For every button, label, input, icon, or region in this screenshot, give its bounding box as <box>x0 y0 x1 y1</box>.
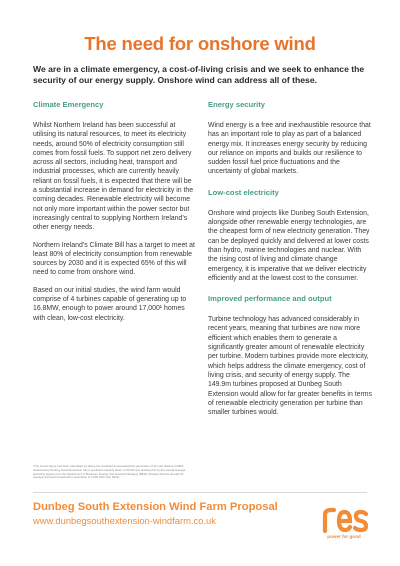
footnote: ¹The homes figure has been calculated by taking the predicted annual electricity generation of the site (based on RES assessment) Dunbeg South Extension has a predicted capacity factor of 30.5% and dividing this by the annual average electricity figures from the Department of Business, Energy and Industrial Strategy (BEIS) showing that the annual UK average domestic household consumption is 3,290 kWh (Jan 2024). <box>33 464 186 480</box>
footer-divider <box>33 492 367 493</box>
heading-performance: Improved performance and output <box>208 294 332 304</box>
paragraph-low-cost: Onshore wind projects like Dunbeg South Extension, alongside other renewable energy technologies, are the cheapest form of new electricity generation. They can be deployed quickly and delivered at lower costs than hydro, marine technologies and nuclear. With the rising cost of living and climate change emergency, it is imperative that we deliver electricity efficiently and at the lowest cost to the consumer. <box>208 209 370 282</box>
left-column <box>33 100 197 331</box>
paragraph-performance: Turbine technology has advanced considerably in recent years, meaning that turbines are now more efficient which enables them to generate a significantly greater amount of renewable electricity per turbine. Modern turbines provide more electricity, which helps address the climate emergency, cost of living crisis, and security of energy supply. The 149.9m turbines proposed at Dunbeg South Extension would allow for far greater benefits in terms of renewable electricity generation per turbine than smaller turbines would. <box>208 316 372 417</box>
intro-text: We are in a climate emergency, a cost-of-living crisis and we seek to enhance the security of our energy supply. Onshore wind can address all of these. <box>33 64 365 85</box>
logo-tagline: power for good <box>327 534 361 539</box>
paragraph-climate-2: Northern Ireland’s Climate Bill has a target to meet at least 80% of electricity consumption from renewable sources by 2030 and it is expected 65% of this will need to come from onshore wind. <box>33 241 195 277</box>
heading-low-cost: Low-cost electricity <box>208 187 279 197</box>
right-column <box>208 100 372 425</box>
paragraph-energy-security: Wind energy is a free and inexhaustible resource that has an important role to play as part of a balanced energy mix. It increases energy security by reducing our reliance on imports and builds our resilience to sudden fossil fuel price fluctuations and the uncertainty of global markets. <box>208 122 371 176</box>
paragraph-climate-1: Whilst Northern Ireland has been successful at utilising its natural resources, to meet its electricity needs, around 50% of electricity consumption still comes from fossil fuels. To support net zero delivery across all sectors, including heat, transport and industrial processes, which are currently heavily reliant on fossil fuels, it is expected that there will be a substantial increase in demand for electricity in the coming decades. Renewable electricity will become not only more important within the power sector but increasingly central to supplying Northern Ireland’s other energy needs. <box>33 122 194 232</box>
project-url-link[interactable]: www.dunbegsouthextension-windfarm.co.uk <box>33 515 216 526</box>
page-title: The need for onshore wind <box>84 33 316 54</box>
heading-climate-emergency: Climate Emergency <box>33 100 104 109</box>
project-title: Dunbeg South Extension Wind Farm Proposal <box>33 501 278 513</box>
heading-energy-security: Energy security <box>208 100 265 109</box>
paragraph-climate-3: Based on our initial studies, the wind farm would comprise of 4 turbines capable of generating up to 16.8MW, enough to power around 17,000¹ homes with clean, low-cost electricity. <box>33 286 187 322</box>
